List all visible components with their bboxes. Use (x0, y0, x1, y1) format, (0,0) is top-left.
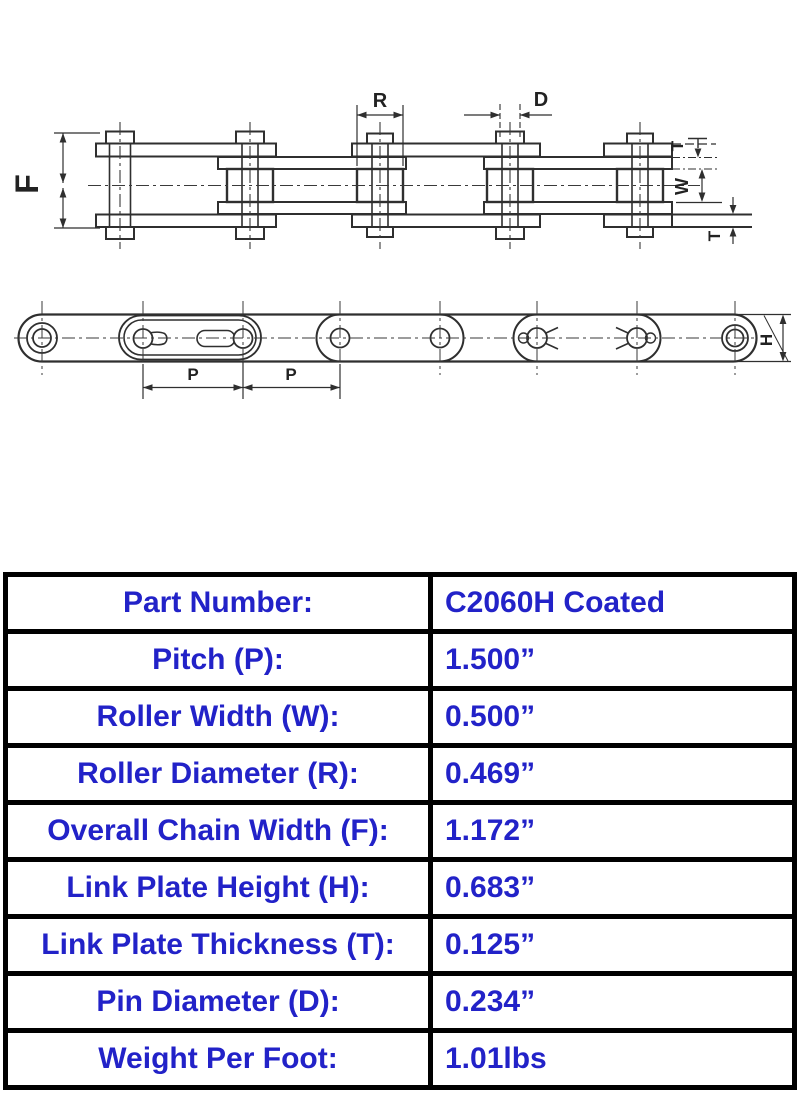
spec-row-pitch (6, 632, 795, 689)
spec-label: Roller Width (W): (6, 689, 431, 746)
side-view (9, 89, 752, 249)
plan-view (14, 301, 791, 399)
spec-value: 1.01lbs (431, 1031, 795, 1088)
dim-p (143, 362, 340, 399)
spec-value: 0.683” (431, 860, 795, 917)
dim-f (54, 133, 100, 228)
spec-label: Weight Per Foot: (6, 1031, 431, 1088)
dim-label-d: D (533, 89, 549, 111)
spec-label: Part Number: (6, 575, 431, 632)
dim-label-t-top: T (668, 140, 687, 152)
spec-label: Link Plate Thickness (T): (6, 917, 431, 974)
spec-value: 1.500” (431, 632, 795, 689)
dim-label-p1: P (187, 365, 199, 384)
spec-value: 0.234” (431, 974, 795, 1031)
spec-value: 0.125” (431, 917, 795, 974)
spec-row-pin-diameter (6, 974, 795, 1031)
dim-label-p2: P (285, 365, 297, 384)
spec-row-roller-width (6, 689, 795, 746)
spec-row-part-number (6, 575, 795, 632)
spec-label: Overall Chain Width (F): (6, 803, 431, 860)
dim-label-f: F (9, 174, 45, 194)
spec-label: Roller Diameter (R): (6, 746, 431, 803)
spec-row-link-plate-thickness (6, 917, 795, 974)
spec-label: Pitch (P): (6, 632, 431, 689)
spec-label: Link Plate Height (H): (6, 860, 431, 917)
spec-value: C2060H Coated (431, 575, 795, 632)
spec-row-roller-diameter (6, 746, 795, 803)
spec-value: 0.500” (431, 689, 795, 746)
spec-value: 1.172” (431, 803, 795, 860)
spec-value: 0.469” (431, 746, 795, 803)
dim-label-h: H (757, 333, 776, 347)
dim-t-bottom (730, 197, 737, 244)
dim-label-w: W (672, 178, 692, 195)
spec-row-link-plate-height (6, 860, 795, 917)
dim-label-r: R (372, 90, 388, 112)
dim-label-t-bottom: T (705, 230, 724, 242)
spec-table (3, 572, 797, 1090)
spec-label: Pin Diameter (D): (6, 974, 431, 1031)
spec-row-weight-per-foot (6, 1031, 795, 1088)
spec-row-overall-chain-width (6, 803, 795, 860)
